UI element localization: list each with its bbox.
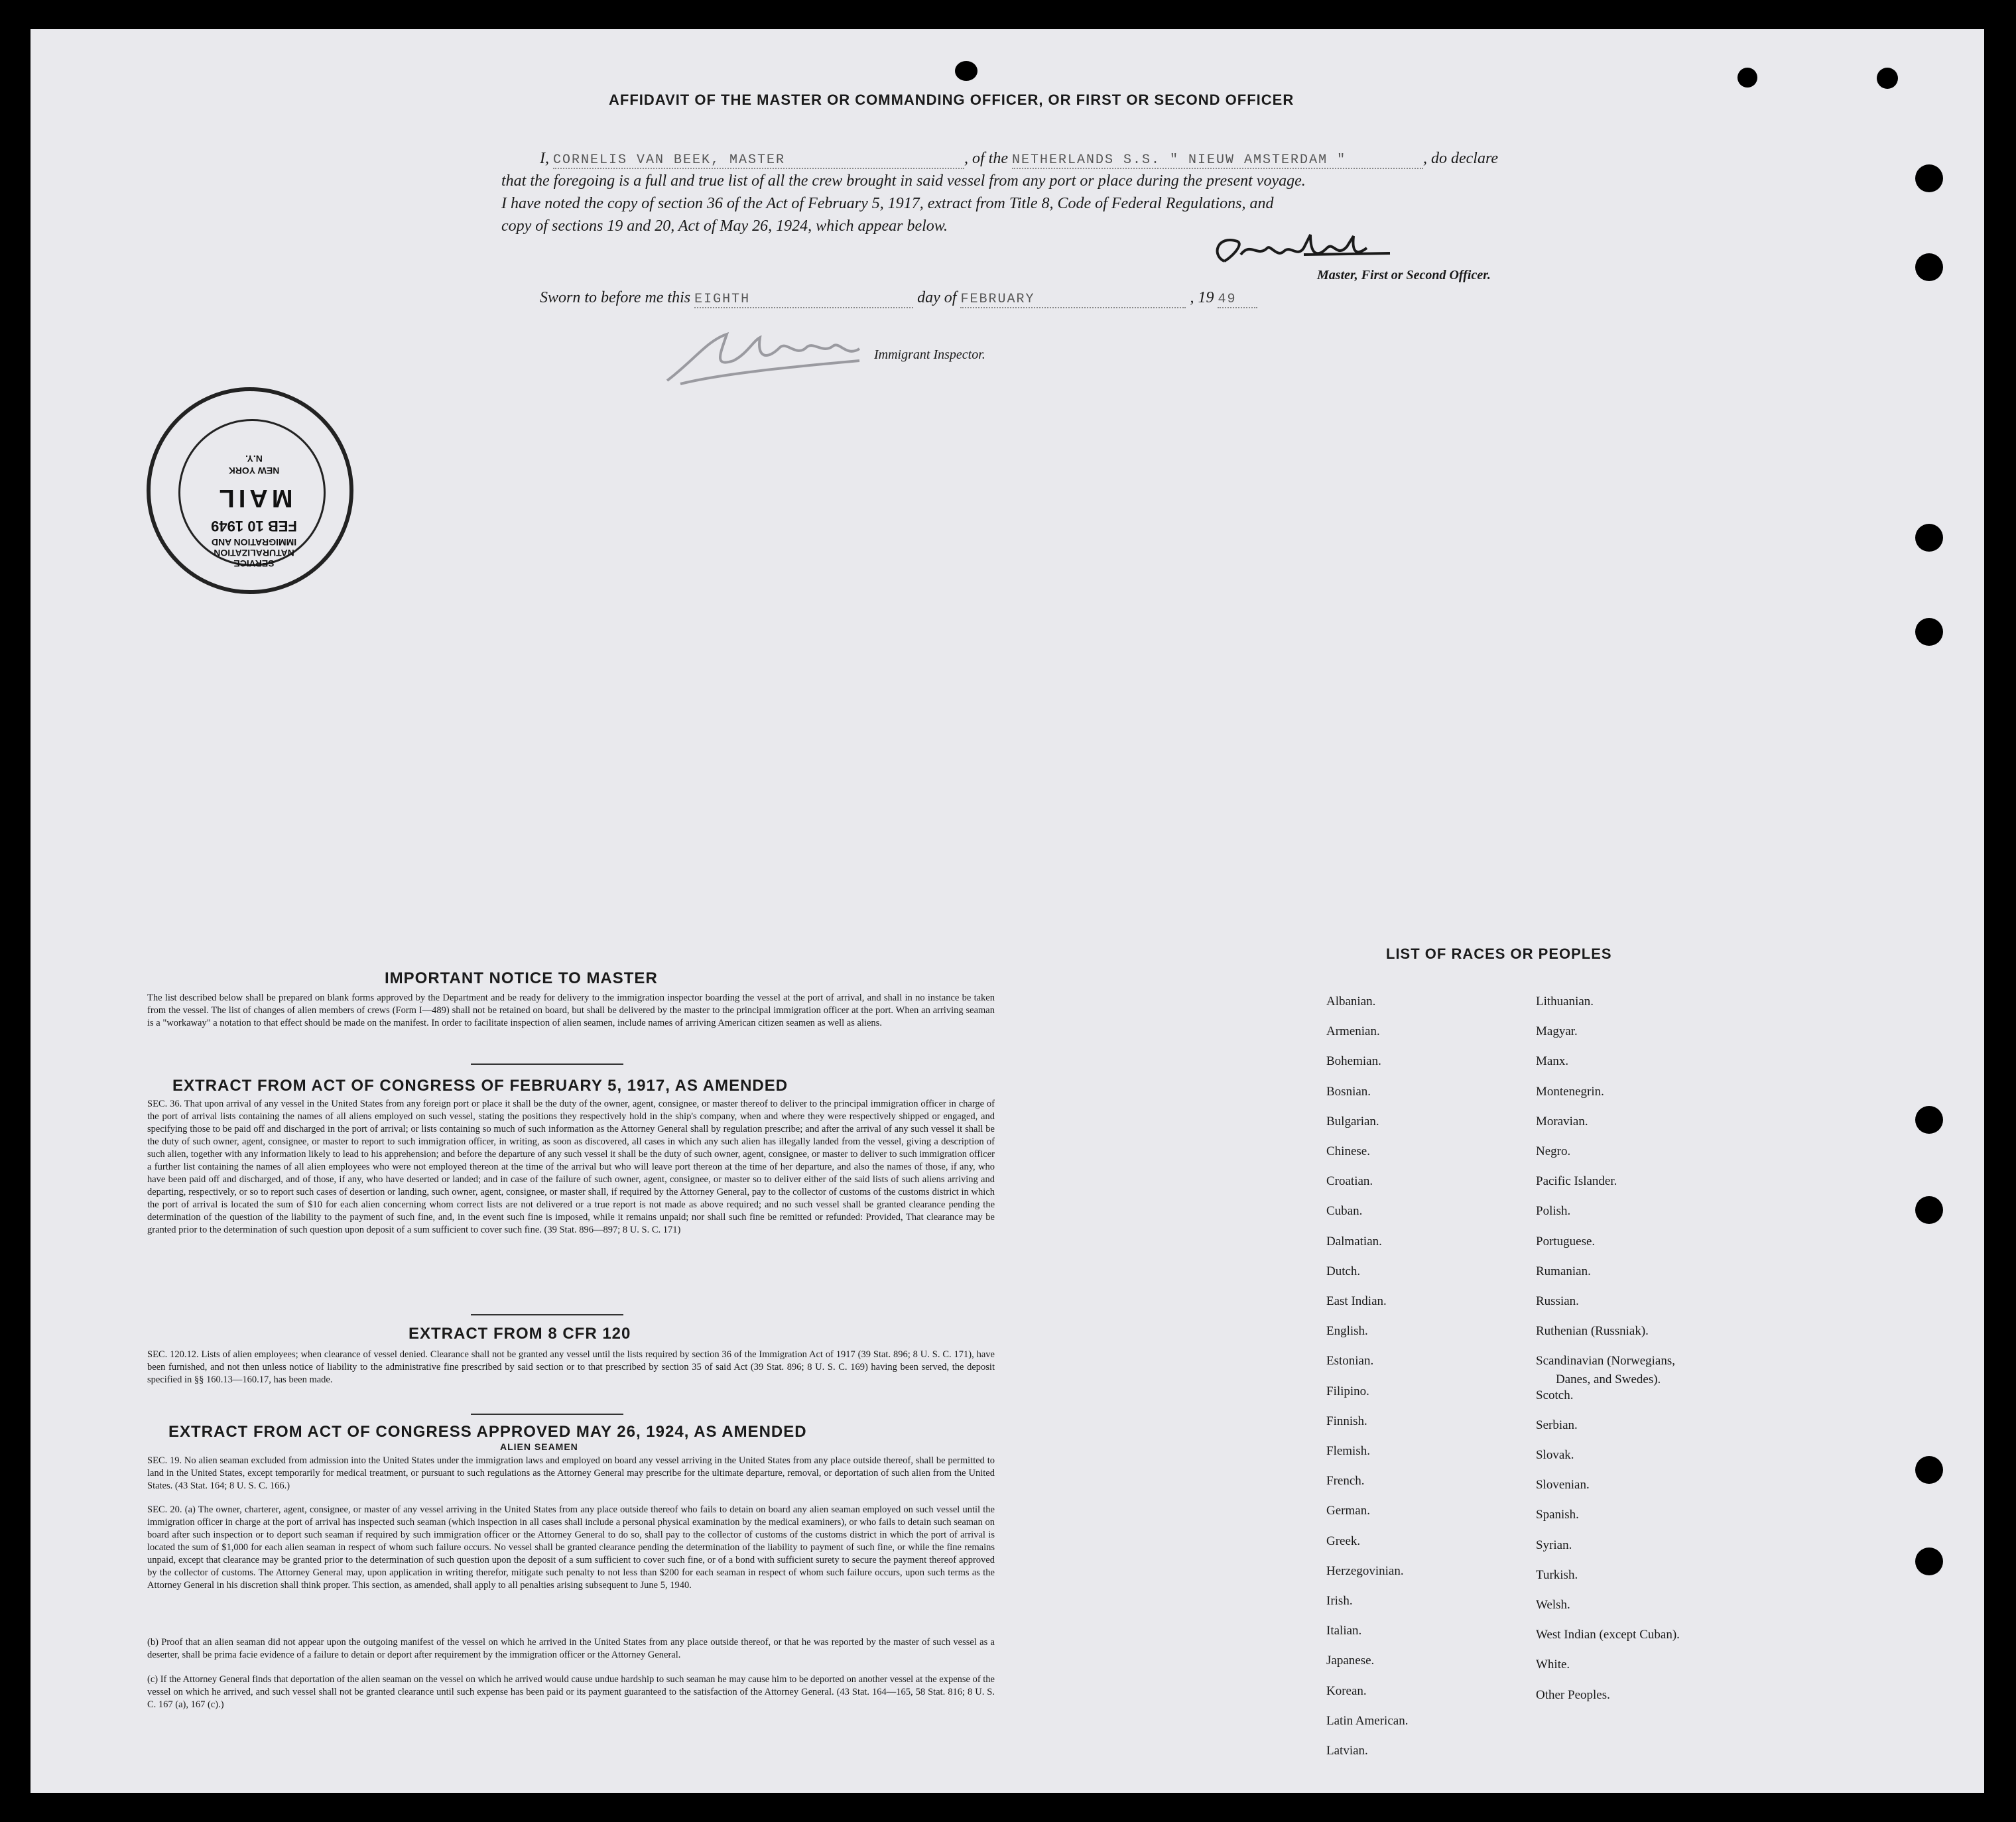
race-item: Montenegrin. — [1536, 1084, 1604, 1099]
race-item: Korean. — [1326, 1683, 1367, 1698]
race-item: Lithuanian. — [1536, 995, 1594, 1008]
race-item: Bulgarian. — [1326, 1114, 1379, 1128]
notice-body: The list described below shall be prepared on blank forms approved by the Department and be ready for delivery to the immigration inspector boarding the vessel at the port of arrival, and shall in no instance be taken from the vessel. The list of changes of alien members of crews (Form I—489) shall not be retained on board, but shall be delivered by the master to the principal immigration officer at the port. When an arriving seaman is a "workaway" a notation to that effect should be made on the manifest. In order to facilitate inspection of alien seamen, include names of arriving American citizen seamen as well as aliens. — [147, 993, 995, 1028]
race-item: Flemish. — [1326, 1444, 1370, 1458]
extract-1924-sec20b: (b) Proof that an alien seaman did not appear upon the outgoing manifest of the vessel on which he arrived in the United States from any place outside thereof, or that he was reported by the master of such vessel as a deserter, shall be prima facie evidence of a failure to detain or deport after requirement by the immigration officer or the Attorney General. — [147, 1637, 995, 1660]
officer-label: Master, First or Second Officer. — [1317, 268, 1491, 282]
line1-of-the: , of the — [964, 150, 1008, 167]
race-item: Russian. — [1536, 1294, 1579, 1308]
race-item: Herzegovinian. — [1326, 1563, 1404, 1578]
punch-hole — [1915, 618, 1943, 646]
extract-1917-body: SEC. 36. That upon arrival of any vessel in the United States from any foreign port or place it shall be the duty of the owner, agent, consignee, or master thereof to deliver to the principal immigration officer in charge of the port of arrival lists containing the names of all aliens employed on such vessel, stating the positions they respectively hold in the ship's company, when and where they were respectively shipped or engaged, and specifying those to be paid off and discharged in the port of arrival; or lists containing so much of such information as the Attorney General shall by regulation prescribe; and after the arrival of any such vessel it shall be the duty of such owner, agent, consignee, or master to report to such immigration officer, in writing, as soon as discovered, all cases in which any such alien has illegally landed from the vessel, giving a description of such alien, together with any information likely to lead to his apprehension; and before the departure of any such vessel it shall be the duty of such owner, agent, consignee, or master to deliver to such immigration officer a further list containing the names of all alien employees who were not employed thereon at the time of the arrival but who will leave port thereon at the time of her departure, and also the names of those, if any, who have been paid off and discharged, and of those, if any, who have deserted or landed; and in case of the failure of such owner, agent, consignee, or master so to deliver either of the said lists of such aliens arriving and departing, respectively, or so to report such cases of desertion or landing, such owner, agent, consignee, or master shall, if required by the Attorney General, pay to the collector of customs of the customs district in which the port of arrival is located the sum of $10 for each alien concerning whom correct lists are not delivered or a true report is not made as above required; and no such vessel shall be granted clearance pending the determination of the question of the liability to the payment of such fine, and, in the event such fine is imposed, while it remains unpaid; nor shall such fine be remitted or refunded: Provided, That clearance may be granted prior to the determination of such question upon deposit of a sum sufficient to cover such fine. (39 Stat. 896—897; 8 U. S. C. 171) — [147, 1099, 995, 1235]
punch-hole — [1915, 1196, 1943, 1224]
line1-suffix: , do declare — [1423, 150, 1499, 167]
line1-prefix: I, — [540, 150, 549, 167]
stamp-mail: MAIL — [215, 484, 293, 512]
race-item: White. — [1536, 1658, 1570, 1672]
extract-1924-sec19: SEC. 19. No alien seaman excluded from admission into the United States under the immigration laws and employed on board any vessel arriving in the United States from any place outside thereof, shall be permitted to land in the United States, except temporarily for medical treatment, or pursuant to such regulations as the Attorney General may prescribe for the ultimate departure, removal, or deportation of such alien from the United States. (43 Stat. 164; 8 U. S. C. 166.) — [147, 1455, 995, 1491]
race-item: Moravian. — [1536, 1114, 1588, 1128]
document-page — [31, 29, 1984, 1793]
affidavit-title: AFFIDAVIT OF THE MASTER OR COMMANDING OFFICER, OR FIRST OR SECOND OFFICER — [609, 91, 1294, 108]
punch-hole — [1915, 253, 1943, 281]
inspector-label: Immigrant Inspector. — [874, 347, 985, 362]
extract-1917-title: EXTRACT FROM ACT OF CONGRESS OF FEBRUARY 5, 1917, AS AMENDED — [172, 1077, 788, 1095]
stamp-line-3: IMMIGRATION AND — [211, 537, 297, 548]
affidavit-line-3: I have noted the copy of section 36 of the Act of February 5, 1917, extract from Title 8, Code of Federal Regulations, and — [501, 195, 1274, 212]
race-item: Estonian. — [1326, 1354, 1374, 1368]
race-item: West Indian (except Cuban). — [1536, 1628, 1680, 1642]
race-item: Scandinavian (Norwegians, — [1536, 1354, 1675, 1368]
race-item: Slovak. — [1536, 1448, 1574, 1462]
punch-hole — [1915, 1106, 1943, 1134]
race-item: Welsh. — [1536, 1598, 1570, 1612]
master-name: CORNELIS VAN BEEK, MASTER — [553, 152, 964, 169]
stamp-line-5: SERVICE — [233, 558, 275, 569]
race-item: Croatian. — [1326, 1174, 1373, 1189]
immigration-stamp — [147, 387, 353, 594]
race-item: Cuban. — [1326, 1204, 1363, 1219]
punch-hole — [1737, 68, 1757, 88]
stamp-date: FEB 10 1949 — [211, 518, 297, 534]
race-item: Bosnian. — [1326, 1084, 1371, 1099]
punch-hole — [1915, 164, 1943, 192]
notice-title: IMPORTANT NOTICE TO MASTER — [385, 969, 658, 987]
sworn-month: FEBRUARY — [960, 292, 1186, 308]
race-item: Ruthenian (Russniak). — [1536, 1324, 1649, 1339]
race-item: Italian. — [1326, 1624, 1362, 1638]
race-item: Finnish. — [1326, 1414, 1367, 1428]
race-item: Bohemian. — [1326, 1054, 1381, 1069]
year-prefix: , 19 — [1190, 289, 1214, 306]
race-item: Slovenian. — [1536, 1478, 1590, 1492]
race-item: Other Peoples. — [1536, 1687, 1610, 1702]
race-item: Spanish. — [1536, 1508, 1579, 1522]
race-item: Danes, and Swedes). — [1556, 1372, 1661, 1387]
race-item: Pacific Islander. — [1536, 1174, 1617, 1189]
race-item: Latvian. — [1326, 1744, 1368, 1758]
race-item: Chinese. — [1326, 1144, 1370, 1158]
race-item: German. — [1326, 1504, 1370, 1518]
divider — [471, 1063, 623, 1065]
vessel-name: NETHERLANDS S.S. " NIEUW AMSTERDAM " — [1012, 152, 1423, 169]
race-item: Turkish. — [1536, 1567, 1578, 1582]
punch-hole — [1915, 1456, 1943, 1484]
extract-1924-sec20a: SEC. 20. (a) The owner, charterer, agent, consignee, or master of any vessel arriving in the United States from any place outside thereof who fails to detain on board any alien seaman employed on such vessel until the immigration officer in charge at the port of arrival has inspected such seaman (which inspection in all cases shall include a personal physical examination by the medical examiners), or who fails to detain such seaman on board after such inspection or to deport such seaman if required by such immigration officer or the Attorney General to do so, shall pay to the collector of customs of the customs district in which the port of arrival is located the sum of $1,000 for each alien seaman in respect of whom such failure occurs. No vessel shall be granted clearance pending the determination of the liability to payment of such fine, or while the fine remains unpaid, except that clearance may be granted prior to the determination of such question upon the deposit of a sum sufficient to cover such fine, or of a bond with sufficient surety to secure the payment thereof approved by the collector of customs. The Attorney General may, upon application in writing therefor, mitigate such penalty to not less than $200 for each seaman in respect of whom such failure occurs, upon such terms as the Attorney General in his discretion shall think proper. This section, as amended, shall apply to all penalties arising subsequent to June 5, 1940. — [147, 1504, 995, 1591]
race-item: Irish. — [1326, 1594, 1353, 1608]
sworn-line — [540, 289, 1257, 308]
race-item: Dalmatian. — [1326, 1234, 1382, 1248]
race-item: Scotch. — [1536, 1388, 1574, 1402]
race-item: Serbian. — [1536, 1418, 1578, 1432]
race-item: Manx. — [1536, 1054, 1569, 1069]
extract-cfr-body: SEC. 120.12. Lists of alien employees; when clearance of vessel denied. Clearance shall not be granted any vessel until the lists required by section 36 of the Immigration Act of 1917 (39 Stat. 896; 8 U. S. C. 171), have been furnished, and not then unless notice of liability to the administrative fine prescribed by said section or to that prescribed by section 35 of said Act (39 Stat. 896; 8 U. S. C. 169) having been served, the deposit specified in §§ 160.13—160.17, has been made. — [147, 1349, 995, 1385]
extract-1924-subtitle: ALIEN SEAMEN — [500, 1441, 578, 1452]
stamp-line-4: NATURALIZATION — [214, 548, 294, 558]
extract-1924-sec20c: (c) If the Attorney General finds that deportation of the alien seaman on the vessel on which he arrived would cause undue hardship to such seaman he may cause him to be deported on another vessel at the expense of the vessel on which he arrived, and such vessel shall not be granted clearance until such expense has been paid or its payment guaranteed to the satisfaction of the Attorney General. (43 Stat. 164—165, 58 Stat. 816; 8 U. S. C. 167 (a), 167 (c).) — [147, 1674, 995, 1710]
race-item: Syrian. — [1536, 1538, 1572, 1552]
races-title: LIST OF RACES OR PEOPLES — [1386, 945, 1612, 962]
stamp-line-7: N.Y. — [245, 454, 263, 464]
race-item: English. — [1326, 1324, 1368, 1339]
race-item: Latin American. — [1326, 1713, 1409, 1728]
punch-hole — [1915, 1548, 1943, 1575]
race-item: Dutch. — [1326, 1264, 1361, 1278]
race-item: Armenian. — [1326, 1024, 1380, 1039]
extract-1924-title: EXTRACT FROM ACT OF CONGRESS APPROVED MAY 26, 1924, AS AMENDED — [168, 1423, 807, 1441]
race-item: Rumanian. — [1536, 1264, 1591, 1278]
extract-cfr-title: EXTRACT FROM 8 CFR 120 — [409, 1325, 631, 1343]
race-item: Japanese. — [1326, 1654, 1375, 1668]
race-item: Polish. — [1536, 1204, 1571, 1219]
punch-hole — [1877, 68, 1898, 89]
race-item: Albanian. — [1326, 995, 1376, 1008]
affidavit-line-4: copy of sections 19 and 20, Act of May 26, 1924, which appear below. — [501, 217, 948, 235]
day-of-label: day of — [917, 289, 957, 306]
affidavit-line-2: that the foregoing is a full and true list of all the crew brought in said vessel from any port or place during the present voyage. — [501, 172, 1306, 190]
race-item: Negro. — [1536, 1144, 1571, 1158]
race-item: Greek. — [1326, 1534, 1361, 1548]
affidavit-line-1 — [540, 150, 1498, 169]
race-item: East Indian. — [1326, 1294, 1387, 1308]
divider — [471, 1314, 623, 1315]
race-item: Filipino. — [1326, 1384, 1369, 1398]
sworn-day: EIGHTH — [694, 292, 913, 308]
stamp-line-6: NEW YORK — [228, 465, 280, 476]
divider — [471, 1414, 623, 1415]
race-item: Magyar. — [1536, 1024, 1578, 1039]
sworn-year: 49 — [1218, 292, 1257, 308]
punch-hole — [955, 61, 977, 81]
race-item: Portuguese. — [1536, 1234, 1596, 1248]
sworn-prefix: Sworn to before me this — [540, 289, 691, 306]
race-item: French. — [1326, 1474, 1365, 1488]
punch-hole — [1915, 524, 1943, 552]
